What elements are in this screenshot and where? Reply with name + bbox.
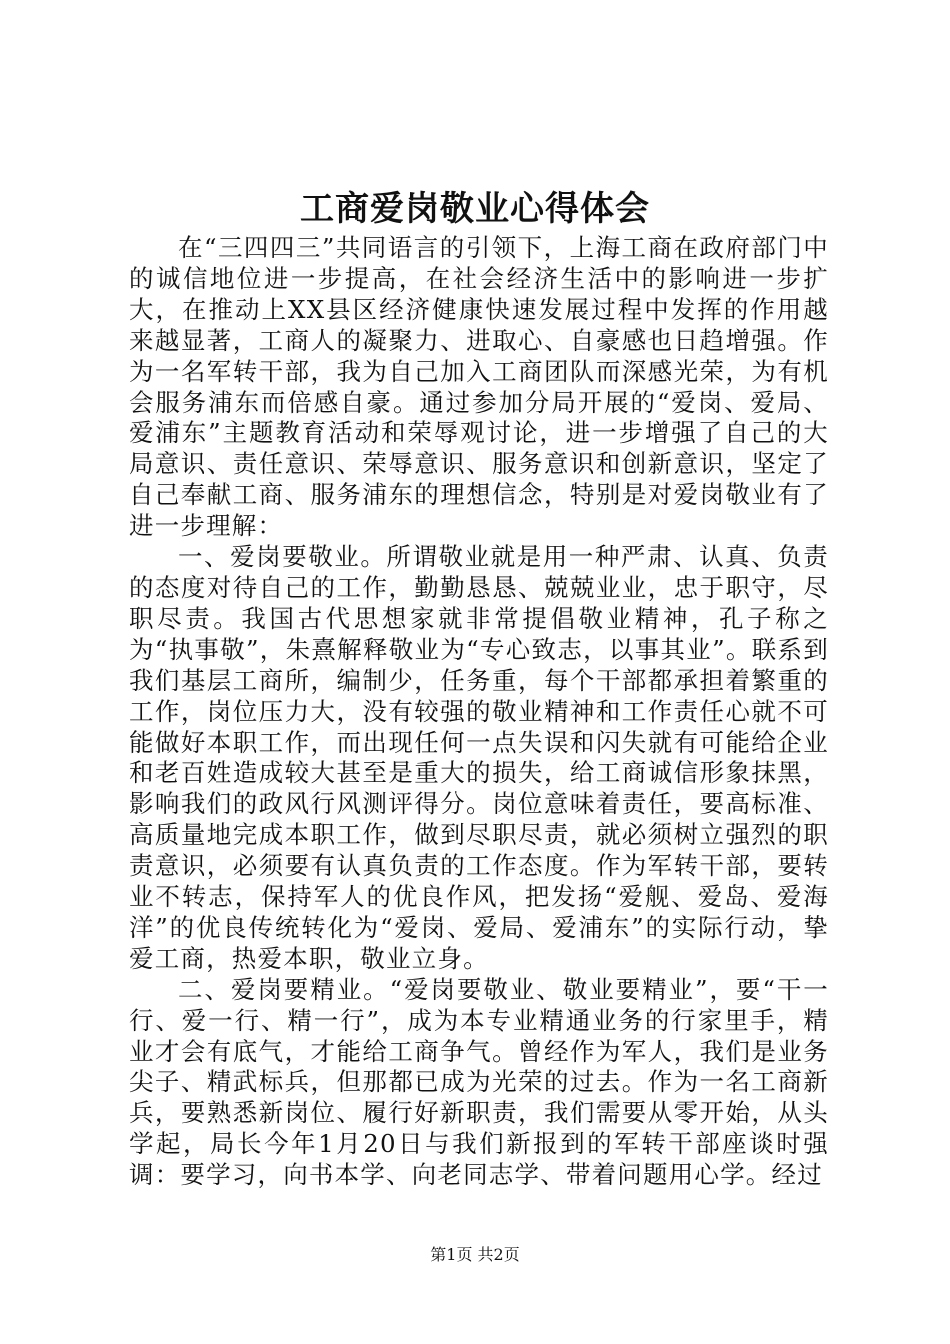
- paragraph-intro: 在“三四四三”共同语言的引领下，上海工商在政府部门中的诚信地位进一步提高，在社会经济生活中的影响进一步扩大，在推动上XX县区经济健康快速发展过程中发挥的作用越来越显著，工商人的凝聚力、进取心、自豪感也日趋增强。作为一名军转干部，我为自己加入工商团队而深感光荣，为有机会服务浦东而倍感自豪。通过参加分局开展的“爱岗、爱局、爱浦东”主题教育活动和荣辱观讨论，进一步增强了自己的大局意识、责任意识、荣辱意识、服务意识和创新意识，坚定了自己奉献工商、服务浦东的理想信念，特别是对爱岗敬业有了进一步理解：: [129, 233, 829, 541]
- paragraph-section-one: 一、爱岗要敬业。所谓敬业就是用一种严肃、认真、负责的态度对待自己的工作，勤勤恳恳、兢兢业业，忠于职守，尽职尽责。我国古代思想家就非常提倡敬业精神，孔子称之为“执事敬”，朱熹解释敬业为“专心致志，以事其业”。联系到我们基层工商所，编制少，任务重，每个干部都承担着繁重的工作，岗位压力大，没有较强的敬业精神和工作责任心就不可能做好本职工作，而出现任何一点失误和闪失就有可能给企业和老百姓造成较大甚至是重大的损失，给工商诚信形象抹黑，影响我们的政风行风测评得分。岗位意味着责任，要高标准、高质量地完成本职工作，做到尽职尽责，就必须树立强烈的职责意识，必须要有认真负责的工作态度。作为军转干部，要转业不转志，保持军人的优良作风，把发扬“爱舰、爱岛、爱海洋”的优良传统转化为“爱岗、爱局、爱浦东”的实际行动，挚爱工商，热爱本职，敬业立身。: [129, 542, 829, 973]
- document-title: 工商爱岗敬业心得体会: [300, 189, 650, 229]
- page-footer: 第1页 共2页: [430, 1245, 520, 1264]
- paragraph-section-two: 二、爱岗要精业。“爱岗要敬业、敬业要精业”，要“干一行、爱一行、精一行”，成为本专业精通业务的行家里手，精业才会有底气，才能给工商争气。曾经作为军人，我们是业务尖子、精武标兵，但那都已成为光荣的过去。作为一名工商新兵，要熟悉新岗位、履行好新职责，我们需要从零开始，从头学起，局长今年1月20日与我们新报到的军转干部座谈时强调：要学习，向书本学、向老同志学、带着问题用心学。经过: [129, 974, 829, 1190]
- document-body: [129, 233, 829, 1191]
